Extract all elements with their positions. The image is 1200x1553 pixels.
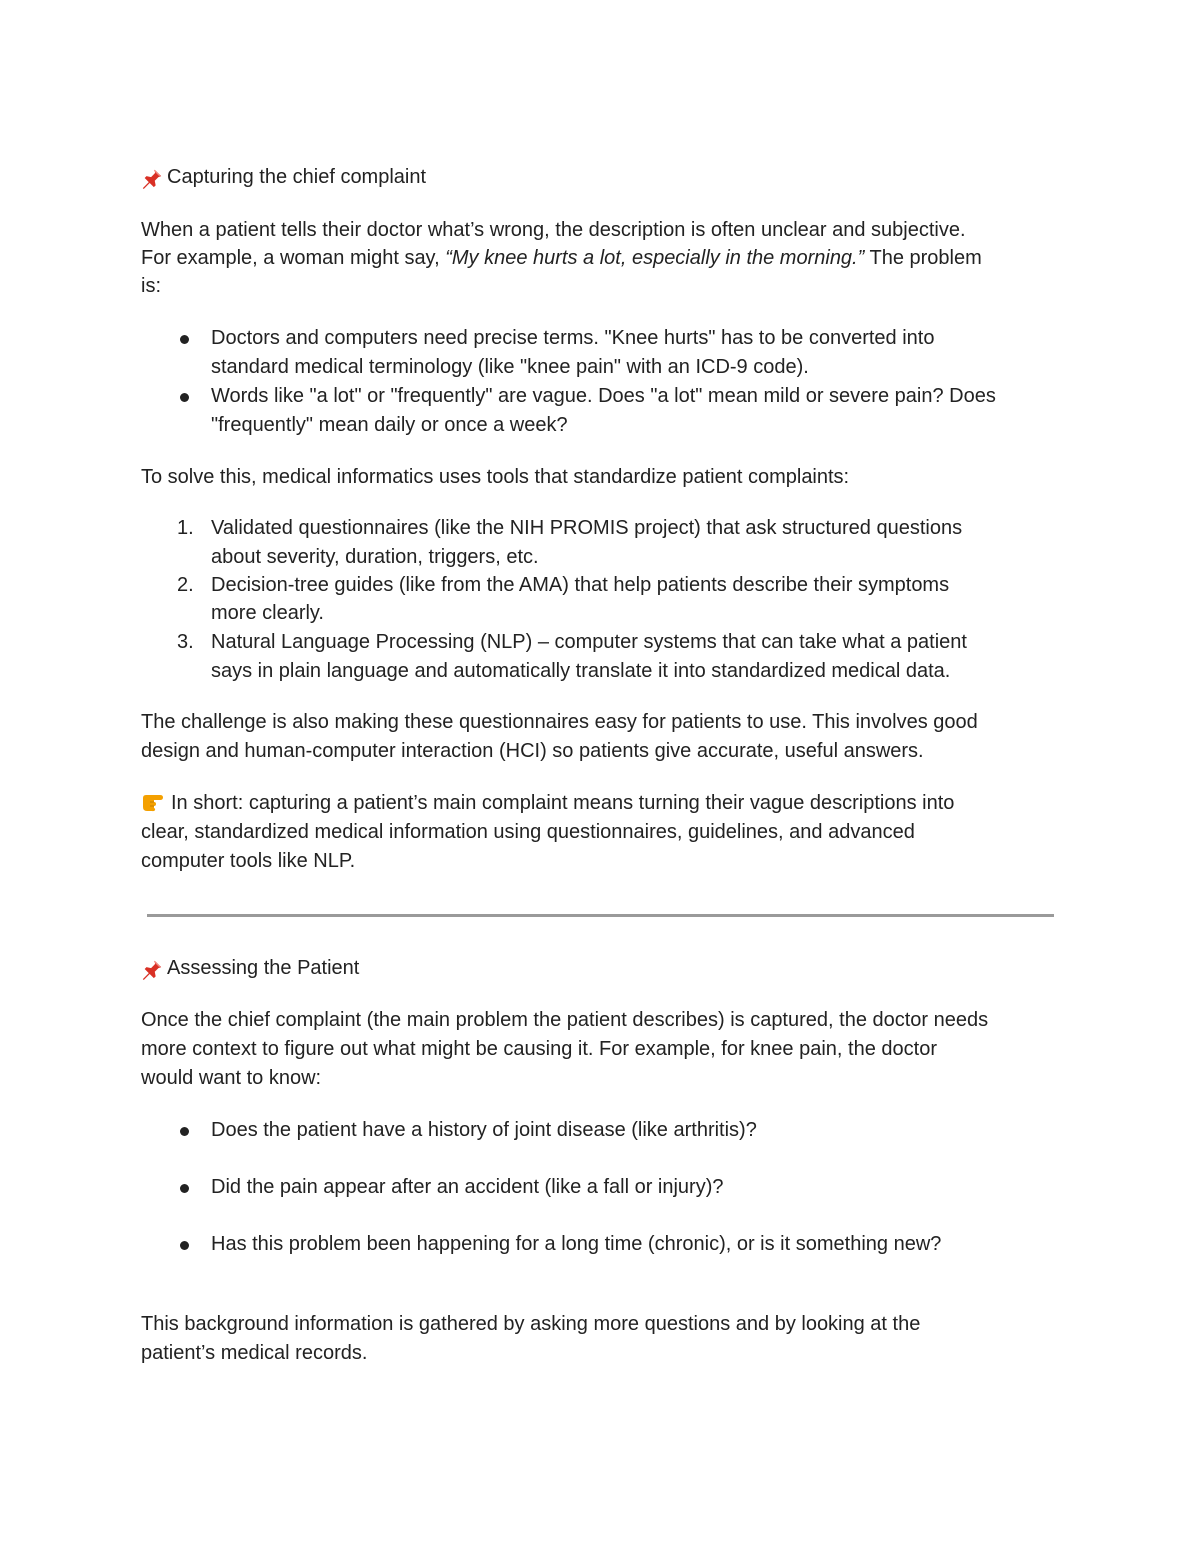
- list-item-line: says in plain language and automatically translate it into standardized medical data.: [211, 660, 951, 682]
- patient-quote: “My knee hurts a lot, especially in the morning.”: [445, 247, 865, 269]
- list-item-line: "frequently" mean daily or once a week?: [211, 414, 568, 436]
- pointing-hand-icon: [141, 790, 165, 812]
- summary-line: [141, 789, 954, 818]
- list-item-line: Did the pain appear after an accident (like a fall or injury)?: [211, 1176, 724, 1198]
- list-item-line: more clearly.: [211, 602, 324, 624]
- horizontal-divider: [147, 914, 1054, 917]
- heading-text: Assessing the Patient: [167, 957, 360, 979]
- text-segment: For example, a woman might say,: [141, 247, 446, 269]
- list-item-line: Doctors and computers need precise terms. "Knee hurts" has to be converted into: [211, 327, 935, 349]
- heading-text: Capturing the chief complaint: [167, 166, 427, 188]
- summary-line: clear, standardized medical information using questionnaires, guidelines, and advanced: [141, 821, 915, 843]
- list-item-line: Natural Language Processing (NLP) – computer systems that can take what a patient: [211, 631, 967, 653]
- bullet-icon: [180, 1127, 189, 1136]
- paragraph-line: [141, 244, 982, 273]
- list-number: 2.: [177, 574, 194, 596]
- paragraph-line: To solve this, medical informatics uses tools that standardize patient complaints:: [141, 466, 850, 488]
- bullet-icon: [180, 335, 189, 344]
- paragraph-line: design and human-computer interaction (HCI) so patients give accurate, useful answers.: [141, 740, 924, 762]
- paragraph-line: When a patient tells their doctor what’s wrong, the description is often unclear and subjective.: [141, 219, 966, 241]
- list-item-line: standard medical terminology (like "knee pain" with an ICD-9 code).: [211, 356, 809, 378]
- bullet-icon: [180, 1241, 189, 1250]
- list-number: 3.: [177, 631, 194, 653]
- paragraph-line: patient’s medical records.: [141, 1342, 368, 1364]
- bullet-icon: [180, 393, 189, 402]
- section-heading-chief-complaint: [141, 163, 426, 192]
- paragraph-line: would want to know:: [141, 1067, 322, 1089]
- list-item-line: Validated questionnaires (like the NIH PROMIS project) that ask structured questions: [211, 517, 963, 539]
- list-item-line: Does the patient have a history of joint disease (like arthritis)?: [211, 1119, 757, 1141]
- list-number: 1.: [177, 517, 194, 539]
- summary-line: computer tools like NLP.: [141, 850, 356, 872]
- list-item-line: about severity, duration, triggers, etc.: [211, 546, 539, 568]
- bullet-icon: [180, 1184, 189, 1193]
- text-segment: The problem: [864, 247, 982, 269]
- paragraph-line: more context to figure out what might be causing it. For example, for knee pain, the doctor: [141, 1038, 937, 1060]
- list-item-line: Decision-tree guides (like from the AMA) that help patients describe their symptoms: [211, 574, 950, 596]
- pushpin-icon: [141, 166, 163, 190]
- paragraph-line: The challenge is also making these questionnaires easy for patients to use. This involves good: [141, 711, 978, 733]
- pushpin-icon: [141, 957, 163, 981]
- list-item-line: Words like "a lot" or "frequently" are vague. Does "a lot" mean mild or severe pain? Does: [211, 385, 996, 407]
- paragraph-line: Once the chief complaint (the main problem the patient describes) is captured, the doctor needs: [141, 1009, 989, 1031]
- summary-text: In short: capturing a patient’s main complaint means turning their vague descriptions into: [171, 792, 955, 814]
- section-heading-assessing-patient: [141, 954, 359, 983]
- paragraph-line: This background information is gathered by asking more questions and by looking at the: [141, 1313, 921, 1335]
- list-item-line: Has this problem been happening for a long time (chronic), or is it something new?: [211, 1233, 942, 1255]
- paragraph-line: is:: [141, 275, 161, 297]
